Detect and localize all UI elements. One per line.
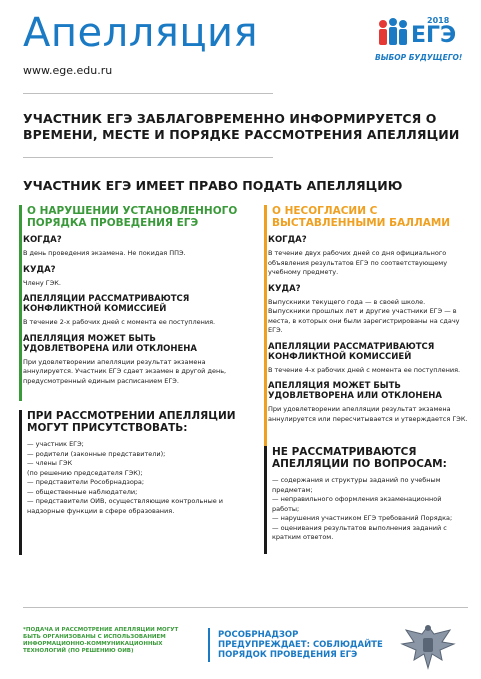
list-item: — содержания и структуры заданий по учебным предметам; <box>272 476 441 494</box>
page-title: Апелляция <box>23 10 259 56</box>
eagle-emblem-icon <box>398 620 458 672</box>
list-item: — оценивания результатов выполнения заданий с кратким ответом. <box>272 523 447 541</box>
green-stripe <box>19 205 22 401</box>
outcome-heading: АПЕЛЛЯЦИЯ МОЖЕТ БЫТЬ УДОВЛЕТВОРЕНА ИЛИ ОТКЛОНЕНА <box>23 333 198 354</box>
footer-divider <box>23 607 468 608</box>
ege-logo <box>375 16 471 66</box>
list-item: — неправильного оформления экзаменационной работы; <box>272 495 442 513</box>
divider <box>23 157 273 158</box>
outcome-text: При удовлетворении апелляции результат экзамена аннулируется. Участник ЕГЭ сдает экзамен в другой день, предусмотренный единым расписанием ЕГЭ. <box>23 357 227 385</box>
logo-people-icon <box>375 16 411 52</box>
list-item: — члены ГЭК (по решению председателя ГЭК); <box>27 459 143 477</box>
section-heading: УЧАСТНИК ЕГЭ ИМЕЕТ ПРАВО ПОДАТЬ АПЕЛЛЯЦИЮ <box>23 178 403 193</box>
answer-where: Выпускники текущего года — в своей школе. Выпускники прошлых лет и другие участники ЕГЭ — в места, в которых они были зарегистрированы на сдачу ЕГЭ. <box>268 297 460 334</box>
not-considered-title: НЕ РАССМАТРИВАЮТСЯ АПЕЛЛЯЦИИ ПО ВОПРОСАМ: <box>272 446 447 470</box>
outcome-heading: АПЕЛЛЯЦИЯ МОЖЕТ БЫТЬ УДОВЛЕТВОРЕНА ИЛИ ОТКЛОНЕНА <box>268 381 443 401</box>
list-item: — нарушения участником ЕГЭ требований Порядка; <box>272 514 453 522</box>
logo-word: ЕГЭ <box>411 23 457 48</box>
list-item: — участник ЕГЭ; <box>27 440 84 448</box>
footer-bar <box>208 628 210 662</box>
present-list <box>23 440 243 516</box>
answer-when: В течение двух рабочих дней со дня официального объявления результатов ЕГЭ по соответствующему учебному предмету. <box>268 249 448 276</box>
commission-text: В течение 4-х рабочих дней с момента ее поступления. <box>268 365 461 374</box>
right-column-header: О НЕСОГЛАСИИ С ВЫСТАВЛЕННЫМИ БАЛЛАМИ <box>272 205 451 229</box>
commission-heading: АПЕЛЛЯЦИИ РАССМАТРИВАЮТСЯ КОНФЛИКТНОЙ КОМИССИЕЙ <box>23 294 190 314</box>
list-item: — родители (законные представители); <box>27 449 166 458</box>
orange-stripe <box>264 205 267 457</box>
lead-text: УЧАСТНИК ЕГЭ ЗАБЛАГОВРЕМЕННО ИНФОРМИРУЕТСЯ О ВРЕМЕНИ, МЕСТЕ И ПОРЯДКЕ РАССМОТРЕНИЯ АПЕЛЛЯЦИИ <box>23 111 460 142</box>
question-where: КУДА? <box>23 264 56 275</box>
black-stripe <box>19 410 22 555</box>
left-column-header: О НАРУШЕНИИ УСТАНОВЛЕННОГО ПОРЯДКА ПРОВЕДЕНИЯ ЕГЭ <box>27 205 238 229</box>
commission-text: В течение 2-х рабочих дней с момента ее поступления. <box>23 318 216 326</box>
question-when: КОГДА? <box>23 235 62 245</box>
not-considered-block <box>268 446 468 543</box>
divider <box>23 93 273 94</box>
logo-year: 2018 <box>427 16 450 25</box>
commission-heading: АПЕЛЛЯЦИИ РАССМАТРИВАЮТСЯ КОНФЛИКТНОЙ КОМИССИЕЙ <box>268 341 435 362</box>
left-column <box>23 205 243 516</box>
list-item: — общественные наблюдатели; <box>27 487 138 496</box>
logo-tagline: ВЫБОР БУДУЩЕГО! <box>375 53 463 62</box>
question-where: КУДА? <box>268 283 301 294</box>
footer-note: *ПОДАЧА И РАССМОТРЕНИЕ АПЕЛЛЯЦИИ МОГУТ БЫТЬ ОРГАНИЗОВАНЫ С ИСПОЛЬЗОВАНИЕМ ИНФОРМАЦИОННО-КОММУНИКАЦИОННЫХ ТЕХНОЛОГИЙ (ПО РЕШЕНИЮ ОИВ) <box>23 627 179 654</box>
site-url[interactable]: www.ege.edu.ru <box>23 64 113 77</box>
present-title: ПРИ РАССМОТРЕНИИ АПЕЛЛЯЦИИ МОГУТ ПРИСУТСТВОВАТЬ: <box>27 410 236 434</box>
not-considered-list <box>268 476 468 543</box>
footer-warning: РОСОБРНАДЗОР ПРЕДУПРЕЖДАЕТ: СОБЛЮДАЙТЕ ПОРЯДОК ПРОВЕДЕНИЯ ЕГЭ <box>218 630 383 660</box>
outcome-text: При удовлетворении апелляции результат экзамена аннулируется или пересчитывается и утверждается ГЭК. <box>268 405 468 423</box>
list-item: — представители Рособрнадзора; <box>27 478 145 486</box>
present-block <box>23 410 243 516</box>
question-when: КОГДА? <box>268 235 307 245</box>
answer-when: В день проведения экзамена. Не покидая ППЭ. <box>23 249 186 257</box>
list-item: — представители ОИВ, осуществляющие контрольные и надзорные функции в сфере образования. <box>27 497 223 515</box>
answer-where: Члену ГЭК. <box>23 278 61 287</box>
right-column <box>268 205 468 543</box>
black-stripe <box>264 446 267 554</box>
